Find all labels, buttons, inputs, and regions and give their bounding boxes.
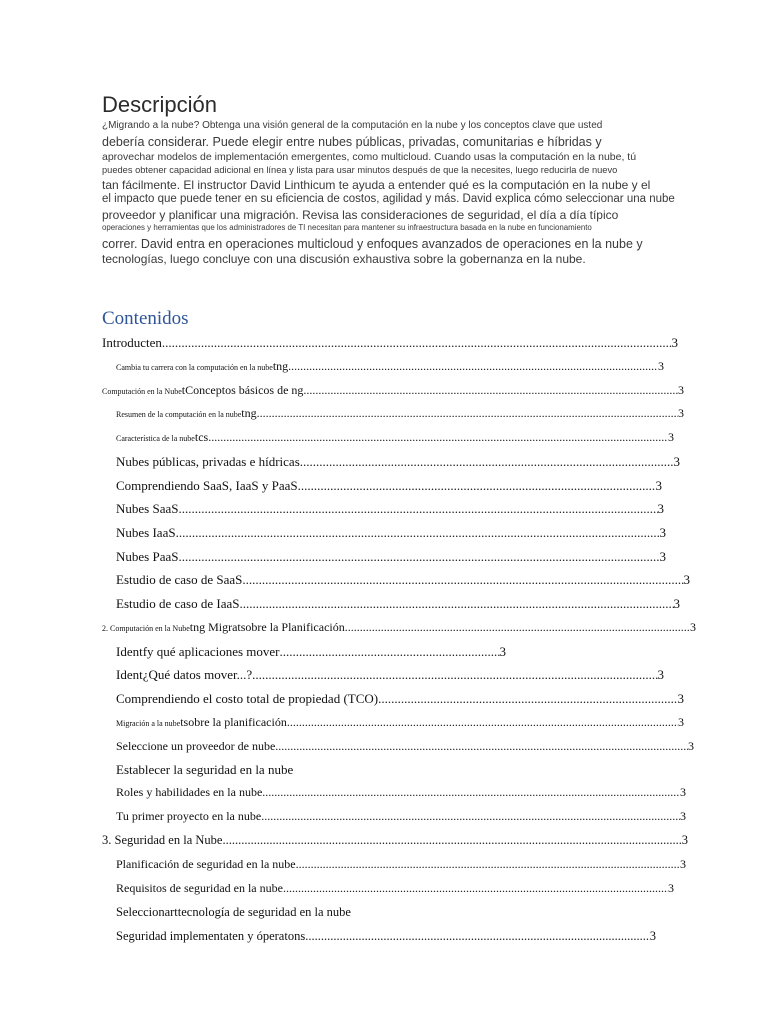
toc-entry[interactable] — [116, 739, 694, 754]
toc-entry-title: Introducten — [102, 335, 162, 350]
toc-entry-title: tng Migratsobre la Planificación — [189, 620, 345, 634]
toc-page-number: 3 — [690, 620, 696, 634]
toc-entry[interactable] — [116, 809, 686, 824]
description-line: correr. David entra en operaciones multicloud y enfoques avanzados de operaciones en la nube y — [102, 237, 643, 251]
toc-dot-leader — [275, 739, 688, 754]
toc-page-number: 3 — [657, 667, 664, 682]
toc-page-number: 3 — [673, 596, 680, 611]
toc-dot-leader — [261, 809, 680, 824]
toc-dot-leader — [280, 644, 500, 660]
toc-dot-leader — [178, 549, 659, 565]
toc-entry[interactable] — [116, 454, 680, 470]
toc-dot-leader — [287, 715, 678, 730]
toc-page-number: 3 — [680, 785, 686, 799]
page-title: Descripción — [102, 92, 217, 117]
toc-entry-title: Nubes PaaS — [116, 549, 179, 564]
toc-entry[interactable] — [116, 929, 656, 944]
toc-page-number: 3 — [658, 359, 664, 373]
toc-page-number: 3 — [668, 430, 674, 444]
toc-entry-prefix: Cambia tu carrera con la computación en la nube — [116, 363, 273, 372]
description-line: ¿Migrando a la nube? Obtenga una visión general de la computación en la nube y los conceptos clave que usted — [102, 120, 603, 131]
toc-entry-prefix: Resumen de la computación en la nube — [116, 410, 242, 419]
toc-page-number: 3 — [673, 454, 680, 469]
toc-page-number: 3 — [649, 929, 656, 943]
toc-dot-leader — [283, 881, 668, 896]
toc-entry-title: Ident¿Qué datos mover...? — [116, 667, 253, 682]
toc-dot-leader — [242, 572, 683, 588]
toc-page-number: 3 — [659, 525, 666, 540]
toc-dot-leader — [378, 691, 677, 707]
toc-entry-prefix: Característica de la nube — [116, 434, 195, 443]
toc-entry-title: tConceptos básicos de ng — [181, 383, 304, 397]
toc-entry-title: Tu primer proyecto en la nube — [116, 809, 262, 823]
toc-entry[interactable] — [116, 905, 416, 920]
toc-entry[interactable] — [116, 572, 690, 588]
toc-entry-title: Nubes IaaS — [116, 525, 176, 540]
toc-entry[interactable] — [116, 762, 416, 778]
toc-entry[interactable] — [116, 691, 684, 707]
contents-heading: Contenidos — [102, 308, 189, 329]
toc-dot-leader — [262, 785, 680, 800]
toc-entry-title: 3. Seguridad en la Nube — [102, 833, 223, 847]
toc-entry[interactable] — [116, 667, 664, 683]
toc-entry[interactable] — [116, 644, 506, 660]
toc-entry-title: Planificación de seguridad en la nube — [116, 857, 296, 871]
toc-dot-leader — [162, 335, 672, 351]
toc-dot-leader — [239, 596, 673, 612]
toc-page-number: 3 — [499, 644, 506, 659]
toc-page-number: 3 — [671, 335, 678, 350]
toc-entry-title: Seleccione un proveedor de nube — [116, 739, 276, 753]
toc-dot-leader — [208, 430, 668, 445]
toc-page-number: 3 — [680, 809, 686, 823]
description-line: puedes obtener capacidad adicional en línea y lista para usar minutos después de que la necesites, luego reducirla de nuevo — [102, 165, 618, 175]
description-line: tecnologías, luego concluye con una discusión exhaustiva sobre la gobernanza en la nube. — [102, 252, 586, 266]
toc-dot-leader — [298, 478, 656, 494]
toc-entry[interactable] — [116, 881, 674, 896]
toc-entry[interactable] — [116, 525, 666, 541]
toc-page-number: 3 — [678, 715, 684, 729]
toc-entry[interactable] — [102, 620, 696, 635]
toc-dot-leader — [303, 383, 678, 398]
toc-dot-leader — [300, 454, 674, 470]
toc-entry[interactable] — [102, 833, 688, 848]
toc-page-number: 3 — [657, 501, 664, 516]
toc-page-number: 3 — [680, 857, 686, 871]
description-line: proveedor y planificar una migración. Revisa las consideraciones de seguridad, el día a día típico — [102, 208, 619, 222]
toc-page-number: 3 — [677, 691, 684, 706]
toc-page-number: 3 — [659, 549, 666, 564]
toc-dot-leader — [252, 667, 657, 683]
toc-entry-title: Estudio de caso de SaaS — [116, 572, 243, 587]
description-line: el impacto que puede tener en su eficiencia de costos, agilidad y más. David explica cómo seleccionar una nube — [102, 193, 675, 205]
toc-dot-leader — [257, 406, 678, 421]
toc-entry[interactable] — [116, 857, 686, 872]
toc-entry[interactable] — [116, 501, 664, 517]
toc-entry-prefix: Migración a la nube — [116, 719, 181, 728]
description-line: operaciones y herramientas que los administradores de TI necesitan para mantener su infraestructura basada en la nube en funcionamiento — [102, 223, 592, 232]
toc-dot-leader — [296, 857, 680, 872]
toc-entry[interactable] — [116, 406, 684, 421]
toc-dot-leader — [345, 620, 690, 635]
toc-page-number: 3 — [681, 833, 688, 847]
toc-entry-title: Requisitos de seguridad en la nube — [116, 881, 283, 895]
toc-dot-leader — [178, 501, 657, 517]
toc-entry[interactable] — [102, 335, 678, 351]
toc-page-number: 3 — [683, 572, 690, 587]
toc-entry-title: tcs — [194, 430, 209, 444]
toc-entry-title: Seleccionarttecnología de seguridad en la nube — [116, 905, 351, 919]
toc-entry-prefix: Computación en la Nube — [102, 387, 182, 396]
toc-entry[interactable] — [116, 785, 686, 800]
toc-entry[interactable] — [116, 596, 680, 612]
toc-dot-leader — [288, 359, 658, 374]
toc-dot-leader — [176, 525, 660, 541]
toc-entry-title: tng — [272, 359, 289, 373]
toc-page-number: 3 — [655, 478, 662, 493]
toc-page-number: 3 — [688, 739, 694, 753]
toc-entry-title: Roles y habilidades en la nube — [116, 785, 263, 799]
toc-entry[interactable] — [116, 715, 684, 730]
toc-entry-title: Estudio de caso de IaaS — [116, 596, 240, 611]
toc-entry-title: Nubes públicas, privadas e hídricas — [116, 454, 300, 469]
toc-entry[interactable] — [116, 359, 664, 374]
toc-entry[interactable] — [102, 383, 684, 398]
toc-entry-title: Establecer la seguridad en la nube — [116, 762, 294, 777]
toc-entry-title: Identfy qué aplicaciones mover — [116, 644, 280, 659]
description-line: aprovechar modelos de implementación emergentes, como multicloud. Cuando usas la computación en la nube, tú — [102, 151, 637, 163]
toc-page-number: 3 — [678, 383, 684, 397]
toc-entry-title: tsobre la planificación — [180, 715, 287, 729]
toc-entry-title: Comprendiendo el costo total de propiedad (TCO) — [116, 691, 379, 706]
toc-dot-leader — [305, 929, 650, 944]
description-line: tan fácilmente. El instructor David Linthicum te ayuda a entender qué es la computación en la nube y el — [102, 178, 651, 192]
toc-entry-title: Comprendiendo SaaS, IaaS y PaaS — [116, 478, 298, 493]
toc-entry[interactable] — [116, 478, 662, 494]
toc-entry[interactable] — [116, 430, 674, 445]
toc-entry-title: tng — [241, 406, 257, 420]
toc-entry-title: Seguridad implementaten y óperatons — [116, 929, 306, 943]
toc-dot-leader — [222, 833, 681, 848]
toc-page-number: 3 — [668, 881, 674, 895]
toc-entry[interactable] — [116, 549, 666, 565]
toc-page-number: 3 — [678, 406, 684, 420]
description-line: debería considerar. Puede elegir entre nubes públicas, privadas, comunitarias e híbridas y — [102, 135, 602, 149]
toc-entry-prefix: 2. Computación en la Nube — [102, 624, 190, 633]
toc-entry-title: Nubes SaaS — [116, 501, 179, 516]
